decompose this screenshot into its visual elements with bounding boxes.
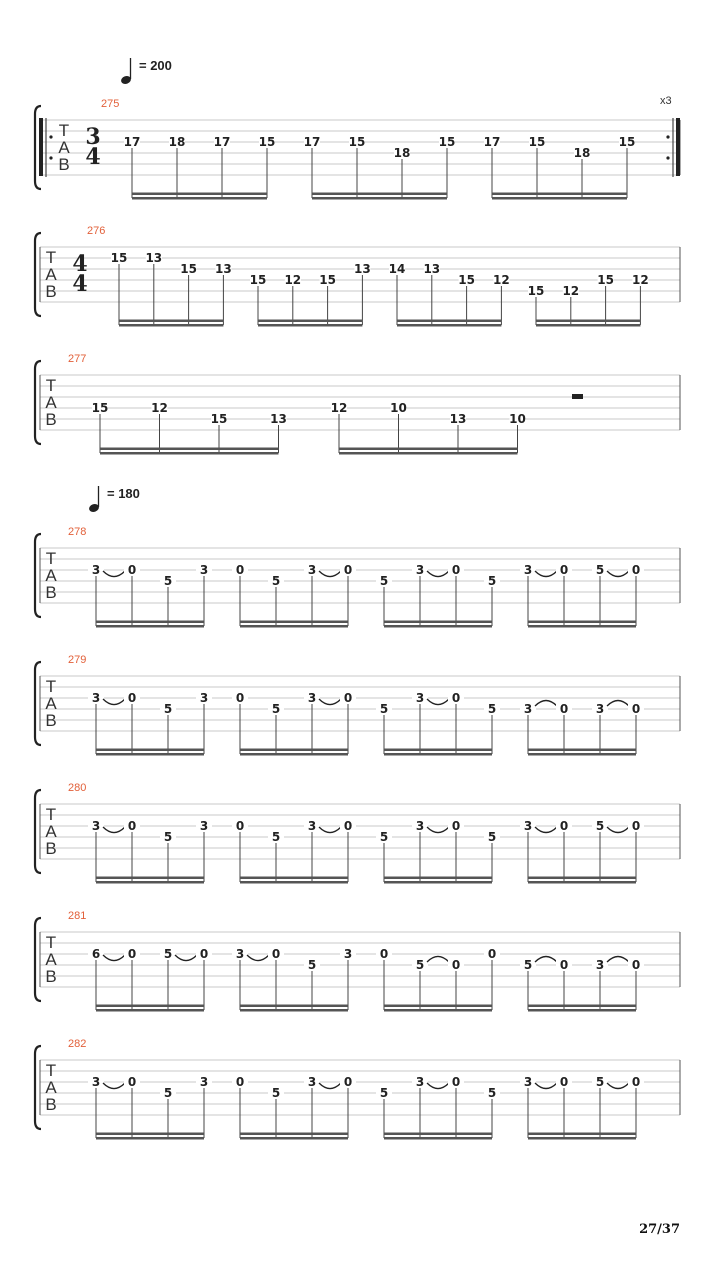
beam <box>100 448 279 451</box>
fret-number: 5 <box>487 574 497 588</box>
fret-number: 5 <box>595 819 605 833</box>
tie-arc <box>319 571 341 577</box>
tab-clef-letter: A <box>45 265 57 284</box>
tie-arc <box>319 827 341 833</box>
measure-number: 279 <box>68 654 87 666</box>
tab-clef-letter: A <box>45 694 57 713</box>
fret-number: 0 <box>559 819 569 833</box>
beam <box>384 877 492 880</box>
fret-number: 12 <box>493 273 510 287</box>
tie-arc <box>535 571 557 577</box>
fret-number: 0 <box>235 819 245 833</box>
beam <box>132 193 267 196</box>
fret-number: 3 <box>199 563 209 577</box>
fret-number: 0 <box>631 563 641 577</box>
fret-number: 12 <box>632 273 649 287</box>
beam <box>240 625 348 628</box>
fret-number: 5 <box>307 958 317 972</box>
beam <box>119 324 223 327</box>
beam <box>258 324 362 327</box>
fret-number: 13 <box>449 412 467 426</box>
tab-clef-letter: B <box>45 839 57 858</box>
tab-clef-letter: A <box>58 138 70 157</box>
beam <box>312 197 447 200</box>
fret-number: 3 <box>523 702 533 716</box>
tie-arc <box>427 827 449 833</box>
time-signature-bottom: 4 <box>85 144 101 170</box>
beam <box>96 1137 204 1140</box>
fret-number: 17 <box>483 135 501 149</box>
tie-arc <box>607 701 629 707</box>
beam <box>100 452 279 455</box>
fret-number: 3 <box>523 819 533 833</box>
beam <box>384 1005 492 1008</box>
fret-number: 3 <box>343 947 353 961</box>
beam <box>528 1137 636 1140</box>
fret-number: 3 <box>91 819 101 833</box>
fret-number: 13 <box>215 262 232 276</box>
fret-number: 0 <box>235 691 245 705</box>
fret-number: 15 <box>527 284 545 298</box>
beam <box>492 197 627 200</box>
tab-clef-letter: A <box>45 393 57 412</box>
tab-clef-letter: A <box>45 950 57 969</box>
beam <box>96 625 204 628</box>
beam <box>528 1005 636 1008</box>
beam <box>240 749 348 752</box>
tie-arc <box>427 699 449 705</box>
tie-arc <box>607 1083 629 1089</box>
fret-number: 0 <box>343 819 353 833</box>
tab-clef-letter: B <box>45 282 57 301</box>
fret-number: 0 <box>451 958 461 972</box>
fret-number: 5 <box>163 1086 173 1100</box>
fret-number: 3 <box>91 563 101 577</box>
tie-arc <box>535 701 557 707</box>
fret-number: 15 <box>458 273 475 287</box>
fret-number: 0 <box>127 1075 137 1089</box>
fret-number: 0 <box>127 947 137 961</box>
fret-number: 5 <box>271 1086 281 1100</box>
fret-number: 3 <box>523 1075 533 1089</box>
beam <box>384 881 492 884</box>
beam <box>240 1005 348 1008</box>
fret-number: 5 <box>379 702 389 716</box>
repeat-dot <box>49 135 52 138</box>
fret-number: 17 <box>303 135 321 149</box>
fret-number: 15 <box>210 412 228 426</box>
fret-number: 17 <box>123 135 141 149</box>
beam <box>528 749 636 752</box>
tie-arc <box>535 827 557 833</box>
fret-number: 0 <box>451 819 461 833</box>
beam <box>528 1009 636 1012</box>
tab-clef-letter: B <box>58 155 70 174</box>
fret-number: 0 <box>559 1075 569 1089</box>
fret-number: 3 <box>307 691 317 705</box>
fret-number: 15 <box>249 273 267 287</box>
fret-number: 0 <box>631 702 641 716</box>
fret-number: 17 <box>213 135 231 149</box>
tempo-value: = 180 <box>107 486 140 501</box>
beam <box>397 324 501 327</box>
fret-number: 0 <box>451 563 461 577</box>
fret-number: 3 <box>595 702 605 716</box>
tab-clef-letter: B <box>45 583 57 602</box>
beam <box>384 621 492 624</box>
fret-number: 15 <box>180 262 197 276</box>
tie-arc <box>103 571 125 577</box>
beam <box>119 320 223 323</box>
tie-arc <box>319 1083 341 1089</box>
fret-number: 5 <box>487 830 497 844</box>
beam <box>528 621 636 624</box>
repeat-dot <box>49 156 52 159</box>
fret-number: 0 <box>559 702 569 716</box>
beam <box>536 320 640 323</box>
half-rest <box>572 394 583 399</box>
fret-number: 0 <box>127 819 137 833</box>
beam <box>240 877 348 880</box>
beam <box>528 625 636 628</box>
tab-clef-letter: T <box>45 1061 57 1080</box>
beam <box>240 1133 348 1136</box>
tie-arc <box>103 699 125 705</box>
tab-clef-letter: T <box>45 248 57 267</box>
fret-number: 5 <box>379 830 389 844</box>
fret-number: 0 <box>559 563 569 577</box>
fret-number: 0 <box>631 819 641 833</box>
beam <box>384 1133 492 1136</box>
fret-number: 5 <box>415 958 425 972</box>
fret-number: 5 <box>163 830 173 844</box>
fret-number: 5 <box>163 947 173 961</box>
fret-number: 13 <box>423 262 441 276</box>
fret-number: 0 <box>235 563 245 577</box>
fret-number: 15 <box>348 135 366 149</box>
fret-number: 13 <box>145 251 163 265</box>
fret-number: 3 <box>415 819 425 833</box>
fret-number: 5 <box>523 958 533 972</box>
beam <box>339 452 518 455</box>
tab-clef-letter: T <box>45 677 57 696</box>
repeat-end-thick-bar <box>676 118 680 176</box>
tab-clef-letter: A <box>45 1078 57 1097</box>
fret-number: 0 <box>343 1075 353 1089</box>
tie-arc <box>103 1083 125 1089</box>
fret-number: 18 <box>393 146 411 160</box>
beam <box>528 1133 636 1136</box>
tie-arc <box>607 957 629 963</box>
fret-number: 18 <box>168 135 186 149</box>
tie-arc <box>535 957 557 963</box>
fret-number: 15 <box>319 273 336 287</box>
beam <box>240 753 348 756</box>
beam <box>492 193 627 196</box>
fret-number: 3 <box>307 563 317 577</box>
measure-number: 282 <box>68 1038 87 1050</box>
fret-number: 5 <box>163 574 173 588</box>
fret-number: 5 <box>271 702 281 716</box>
fret-number: 0 <box>487 947 497 961</box>
repeat-dot <box>666 135 669 138</box>
tie-arc <box>607 571 629 577</box>
fret-number: 0 <box>127 691 137 705</box>
fret-number: 0 <box>343 691 353 705</box>
fret-number: 14 <box>388 262 406 276</box>
fret-number: 5 <box>487 702 497 716</box>
fret-number: 0 <box>451 1075 461 1089</box>
tab-clef-letter: T <box>45 549 57 568</box>
beam <box>384 1009 492 1012</box>
page-number: 27/37 <box>639 1222 680 1237</box>
fret-number: 18 <box>573 146 591 160</box>
fret-number: 0 <box>271 947 281 961</box>
tie-arc <box>247 955 269 961</box>
tab-clef-letter: B <box>45 1095 57 1114</box>
repeat-start-thick-bar <box>39 118 43 176</box>
time-signature-top: 3 <box>85 124 101 150</box>
repeat-dot <box>666 156 669 159</box>
fret-number: 15 <box>110 251 128 265</box>
beam <box>528 753 636 756</box>
fret-number: 5 <box>379 574 389 588</box>
fret-number: 0 <box>343 563 353 577</box>
fret-number: 0 <box>631 958 641 972</box>
tab-clef-letter: T <box>58 121 70 140</box>
fret-number: 15 <box>528 135 546 149</box>
tab-clef-letter: A <box>45 822 57 841</box>
tie-arc <box>535 1083 557 1089</box>
tab-clef-letter: B <box>45 410 57 429</box>
beam <box>96 1009 204 1012</box>
fret-number: 12 <box>330 401 348 415</box>
beam <box>96 877 204 880</box>
fret-number: 15 <box>258 135 276 149</box>
fret-number: 15 <box>438 135 456 149</box>
beam <box>96 1133 204 1136</box>
fret-number: 5 <box>271 830 281 844</box>
fret-number: 12 <box>284 273 302 287</box>
fret-number: 15 <box>618 135 636 149</box>
measure-number: 278 <box>68 526 87 538</box>
fret-number: 0 <box>199 947 209 961</box>
fret-number: 3 <box>595 958 605 972</box>
measure-number: 281 <box>68 910 87 922</box>
fret-number: 3 <box>199 819 209 833</box>
beam <box>96 753 204 756</box>
fret-number: 5 <box>595 1075 605 1089</box>
fret-number: 3 <box>199 1075 209 1089</box>
fret-number: 0 <box>451 691 461 705</box>
tie-arc <box>607 827 629 833</box>
beam <box>528 877 636 880</box>
fret-number: 3 <box>415 1075 425 1089</box>
beam <box>312 193 447 196</box>
fret-number: 10 <box>390 401 407 415</box>
fret-number: 5 <box>271 574 281 588</box>
beam <box>240 1009 348 1012</box>
fret-number: 3 <box>235 947 245 961</box>
tab-clef-letter: T <box>45 805 57 824</box>
fret-number: 13 <box>354 262 371 276</box>
beam <box>240 621 348 624</box>
fret-number: 5 <box>595 563 605 577</box>
tempo-value: = 200 <box>139 58 172 73</box>
fret-number: 6 <box>91 947 101 961</box>
tie-arc <box>319 699 341 705</box>
fret-number: 3 <box>307 819 317 833</box>
fret-number: 3 <box>307 1075 317 1089</box>
fret-number: 0 <box>631 1075 641 1089</box>
fret-number: 15 <box>91 401 109 415</box>
tie-arc <box>175 955 197 961</box>
measure-number: 275 <box>101 98 120 110</box>
fret-number: 3 <box>415 563 425 577</box>
repeat-count: x3 <box>660 95 672 107</box>
tab-clef-letter: B <box>45 967 57 986</box>
fret-number: 0 <box>559 958 569 972</box>
beam <box>384 1137 492 1140</box>
beam <box>536 324 640 327</box>
fret-number: 13 <box>270 412 287 426</box>
beam <box>384 625 492 628</box>
beam <box>528 881 636 884</box>
fret-number: 12 <box>562 284 580 298</box>
fret-number: 0 <box>235 1075 245 1089</box>
beam <box>240 881 348 884</box>
beam <box>384 753 492 756</box>
fret-number: 3 <box>523 563 533 577</box>
beam <box>96 621 204 624</box>
beam <box>339 448 518 451</box>
fret-number: 3 <box>199 691 209 705</box>
fret-number: 3 <box>91 691 101 705</box>
tab-clef-letter: B <box>45 711 57 730</box>
beam <box>96 749 204 752</box>
fret-number: 3 <box>91 1075 101 1089</box>
measure-number: 277 <box>68 353 87 365</box>
beam <box>96 1005 204 1008</box>
beam <box>258 320 362 323</box>
tie-arc <box>427 1083 449 1089</box>
tie-arc <box>427 571 449 577</box>
beam <box>397 320 501 323</box>
beam <box>132 197 267 200</box>
fret-number: 5 <box>163 702 173 716</box>
fret-number: 15 <box>597 273 614 287</box>
fret-number: 5 <box>487 1086 497 1100</box>
tie-arc <box>103 955 125 961</box>
time-signature-top: 4 <box>72 251 88 277</box>
fret-number: 5 <box>379 1086 389 1100</box>
beam <box>384 749 492 752</box>
fret-number: 10 <box>509 412 526 426</box>
tab-clef-letter: T <box>45 933 57 952</box>
fret-number: 12 <box>151 401 168 415</box>
time-signature-bottom: 4 <box>72 271 88 297</box>
beam <box>96 881 204 884</box>
measure-number: 276 <box>87 225 106 237</box>
measure-number: 280 <box>68 782 87 794</box>
tie-arc <box>103 827 125 833</box>
fret-number: 0 <box>379 947 389 961</box>
tab-clef-letter: T <box>45 376 57 395</box>
fret-number: 3 <box>415 691 425 705</box>
beam <box>240 1137 348 1140</box>
tab-clef-letter: A <box>45 566 57 585</box>
tie-arc <box>427 957 449 963</box>
fret-number: 0 <box>127 563 137 577</box>
